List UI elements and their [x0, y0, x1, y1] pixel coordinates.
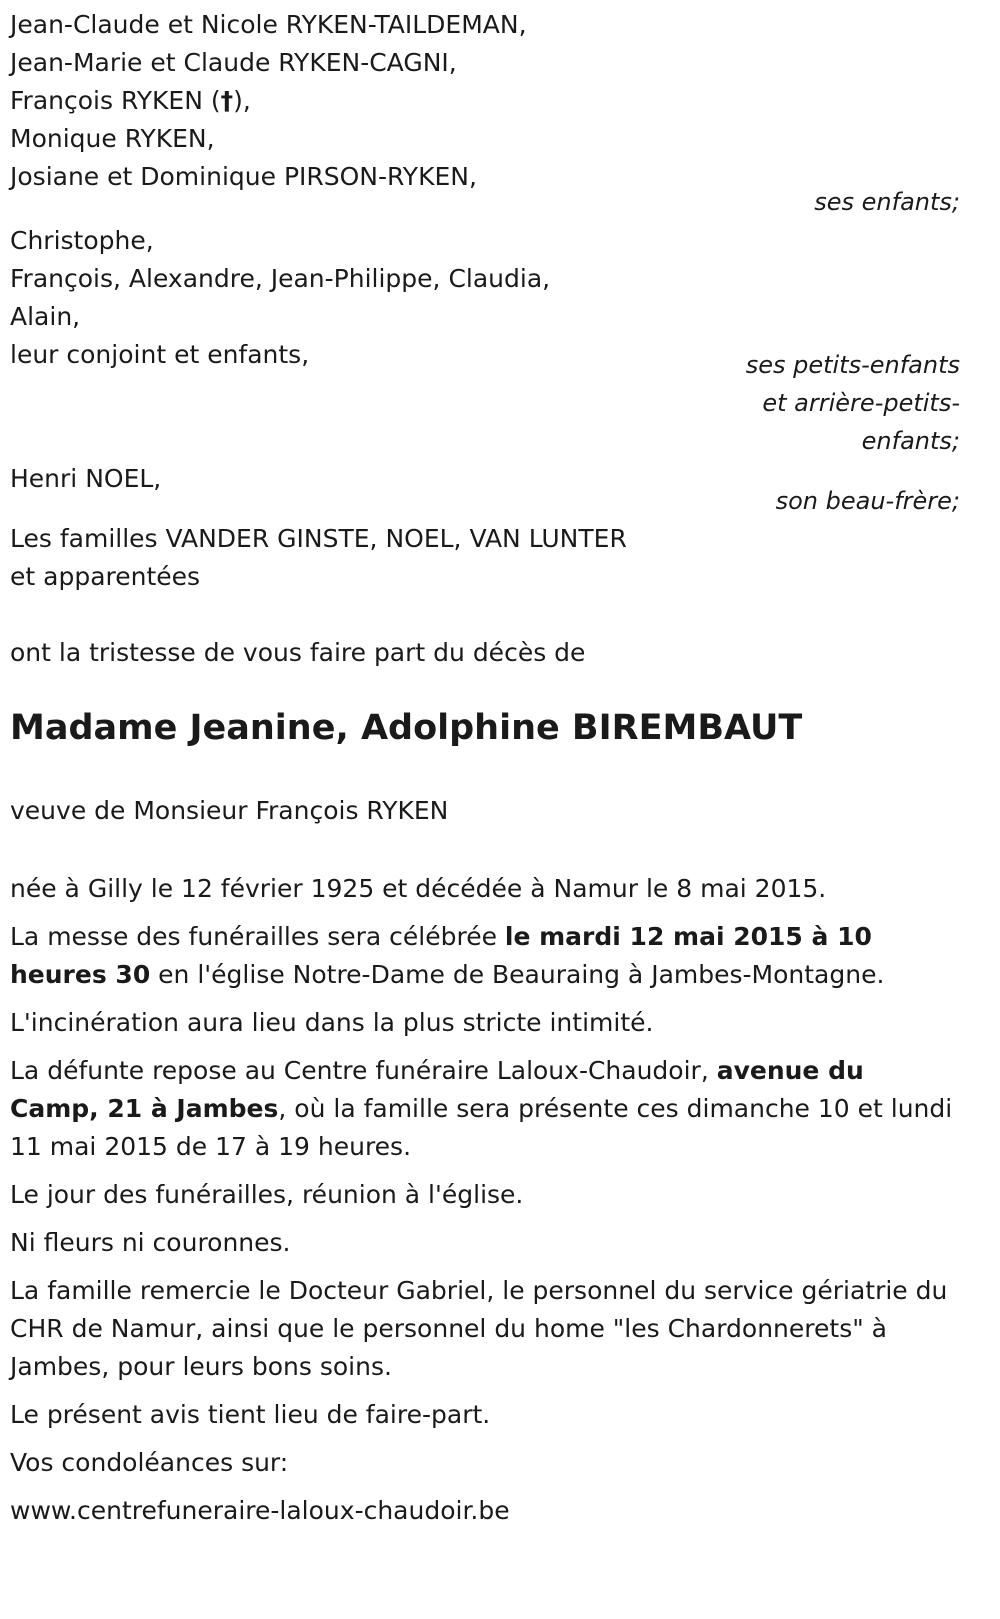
funeral-mass-suffix: en l'église Notre-Dame de Beauraing à Jambes-Montagne.	[150, 960, 885, 989]
notice-paragraph: Le présent avis tient lieu de faire-part.	[10, 1400, 491, 1429]
brother-in-law-name: Henri NOEL,	[10, 464, 162, 493]
widow-of-text: veuve de Monsieur François RYKEN	[10, 796, 449, 825]
cross-icon: †	[220, 86, 234, 115]
grandchildren-role-line: ses petits-enfants	[745, 351, 960, 379]
obituary-notice	[10, 6, 960, 1530]
children-names	[10, 6, 690, 196]
child-name-text: François RYKEN (	[10, 86, 221, 115]
grandchild-name: François, Alexandre, Jean-Philippe, Claudia,	[10, 264, 551, 293]
website-link[interactable]: www.centrefuneraire-laloux-chaudoir.be	[10, 1496, 510, 1525]
funeral-mass-prefix: La messe des funérailles sera célébrée	[10, 922, 505, 951]
grandchild-name: leur conjoint et enfants,	[10, 340, 310, 369]
child-name: Monique RYKEN,	[10, 124, 215, 153]
children-role: ses enfants;	[814, 188, 960, 216]
grandchildren-block	[10, 222, 960, 460]
families-line: Les familles VANDER GINSTE, NOEL, VAN LUNTER	[10, 524, 627, 553]
grandchildren-role-line: et arrière-petits-	[762, 389, 960, 417]
child-name: Jean-Marie et Claude RYKEN-CAGNI,	[10, 48, 457, 77]
families-line: et apparentées	[10, 562, 201, 591]
meeting-paragraph: Le jour des funérailles, réunion à l'église.	[10, 1180, 524, 1209]
children-block	[10, 6, 960, 216]
grandchildren-role-line: enfants;	[861, 427, 960, 455]
child-name: Josiane et Dominique PIRSON-RYKEN,	[10, 162, 477, 191]
grandchildren-names	[10, 222, 690, 374]
child-name	[10, 82, 690, 120]
thanks-paragraph: La famille remercie le Docteur Gabriel, le personnel du service gériatrie du CHR de Namur, ainsi que le personnel du home "les Chardonnerets" à Jambes, pour leurs bons soins.	[10, 1276, 948, 1381]
child-name: Jean-Claude et Nicole RYKEN-TAILDEMAN,	[10, 10, 527, 39]
funeral-mass-date: le mardi 12 mai 2015 à 10 heures 30	[10, 922, 872, 989]
rest-place-paragraph	[10, 1052, 960, 1166]
brother-in-law-block	[10, 460, 960, 520]
grandchild-name: Christophe,	[10, 226, 154, 255]
families-block	[10, 520, 960, 596]
brother-in-law-role: son beau-frère;	[775, 487, 960, 515]
flowers-paragraph: Ni fleurs ni couronnes.	[10, 1228, 291, 1257]
grandchild-name: Alain,	[10, 302, 81, 331]
families-names	[10, 520, 690, 596]
funeral-mass-paragraph	[10, 918, 960, 994]
condolences-label: Vos condoléances sur:	[10, 1448, 289, 1477]
rest-place-suffix: , où la famille sera présente ces dimanche 10 et lundi 11 mai 2015 de 17 à 19 heures.	[10, 1094, 953, 1161]
birth-death-text: née à Gilly le 12 février 1925 et décédée à Namur le 8 mai 2015.	[10, 874, 827, 903]
rest-place-prefix: La défunte repose au Centre funéraire Laloux-Chaudoir,	[10, 1056, 717, 1085]
cremation-paragraph: L'incinération aura lieu dans la plus stricte intimité.	[10, 1008, 654, 1037]
child-name-suffix: ),	[233, 86, 251, 115]
deceased-name: Madame Jeanine, Adolphine BIREMBAUT	[10, 708, 803, 748]
rest-place-address: avenue du Camp, 21 à Jambes	[10, 1056, 864, 1123]
grandchildren-role	[700, 346, 960, 460]
announcement-text: ont la tristesse de vous faire part du décès de	[10, 638, 586, 667]
